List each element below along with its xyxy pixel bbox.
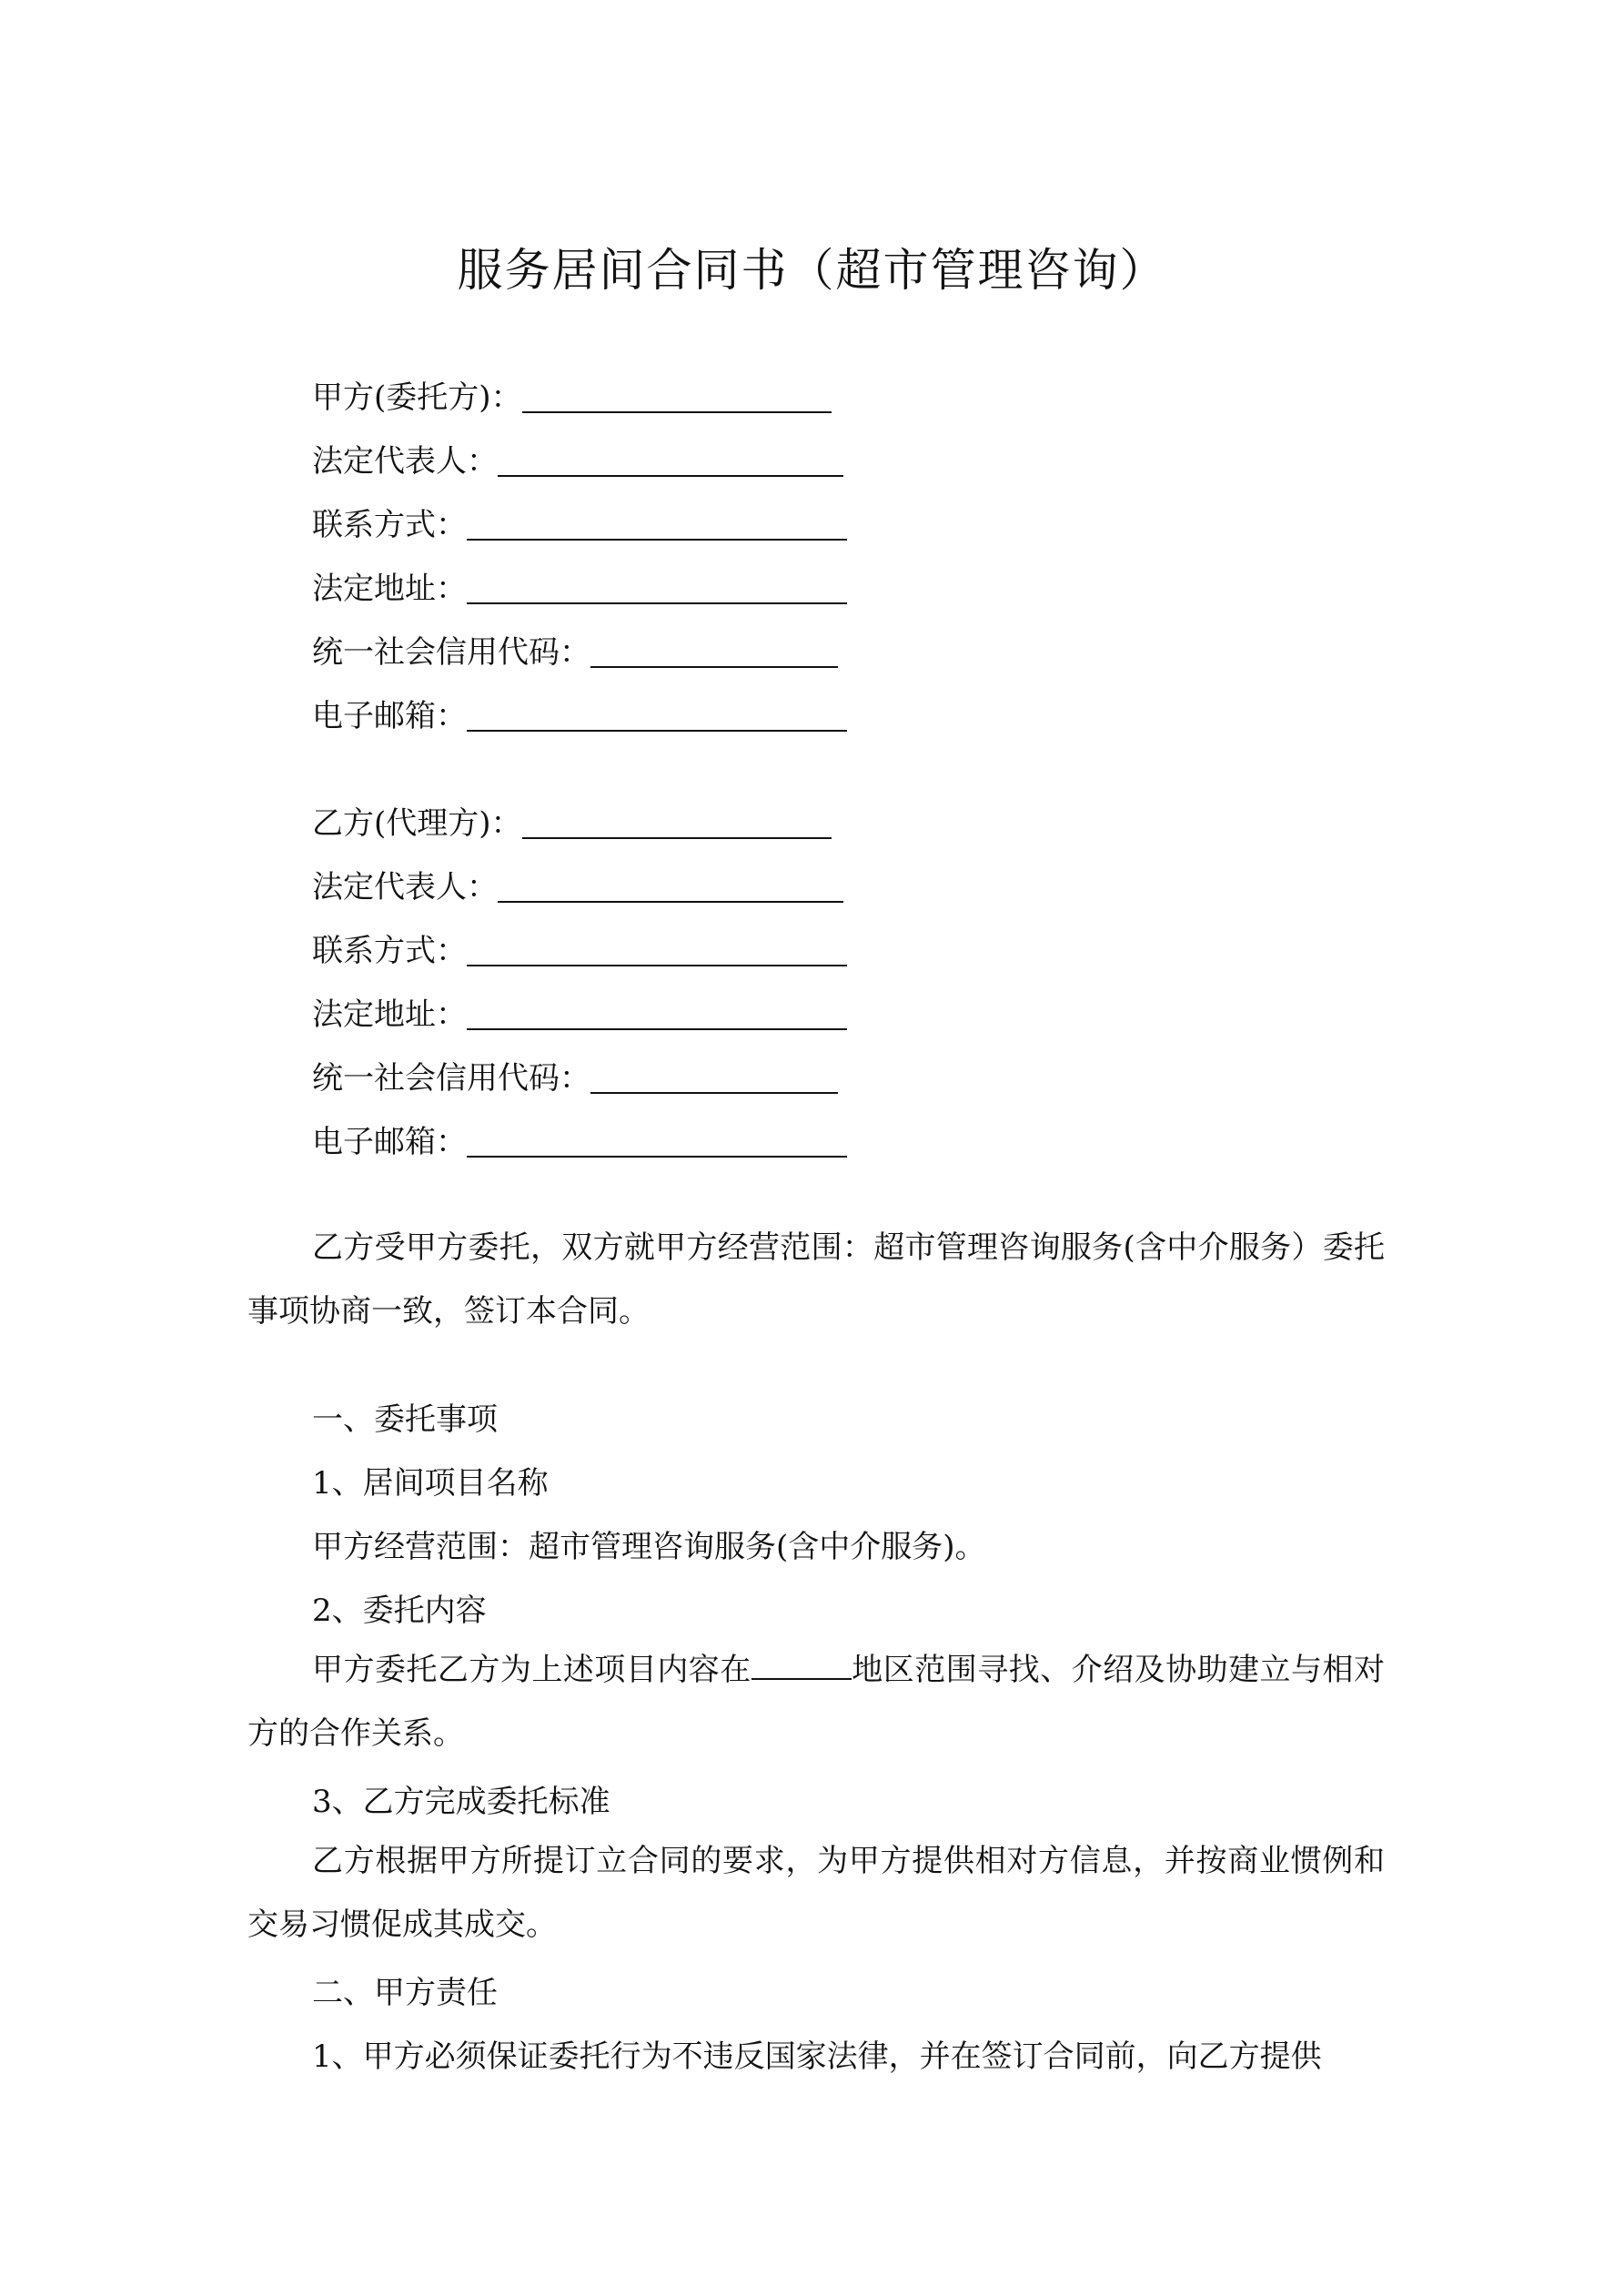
- item1-heading: 1、居间项目名称: [312, 1465, 549, 1502]
- intro-paragraph: 乙方受甲方委托，双方就甲方经营范围：超市管理咨询服务(含中介服务）委托事项协商一致，签订本合同。: [247, 1229, 1385, 1330]
- party-b-email-label: 电子邮箱：: [312, 1124, 467, 1160]
- item2-text-after: 地区范围寻找、介绍及协助建立与相对方的合作关系。: [247, 1652, 1386, 1752]
- party-a-rep-label: 法定代表人：: [312, 443, 498, 480]
- item3-paragraph: 乙方根据甲方所提订立合同的要求，为甲方提供相对方信息，并按商业惯例和交易习惯促成其成交。: [247, 1843, 1385, 1943]
- party-b-rep-field[interactable]: [312, 855, 843, 910]
- party-a-name-label: 甲方(委托方)：: [312, 379, 522, 416]
- region-blank[interactable]: [751, 1651, 852, 1680]
- party-b-name-field[interactable]: [312, 792, 832, 846]
- party-a-email-blank[interactable]: [467, 693, 847, 732]
- party-b-credit-code-label: 统一社会信用代码：: [312, 1060, 590, 1097]
- section1-heading: 一、委托事项: [312, 1401, 498, 1438]
- section2-item1: 1、甲方必须保证委托行为不违反国家法律，并在签订合同前，向乙方提供: [312, 2038, 1322, 2075]
- party-a-email-label: 电子邮箱：: [312, 698, 467, 734]
- party-b-name-blank[interactable]: [522, 801, 832, 839]
- party-b-contact-label: 联系方式：: [312, 933, 467, 969]
- party-b-contact-blank[interactable]: [467, 928, 847, 966]
- party-b-credit-code-blank[interactable]: [590, 1056, 838, 1094]
- party-b-address-label: 法定地址：: [312, 996, 467, 1033]
- document-title: 服务居间合同书（超市管理咨询）: [457, 244, 1167, 297]
- item2-text-before: 甲方委托乙方为上述项目内容在: [312, 1652, 751, 1688]
- party-a-credit-code-blank[interactable]: [590, 630, 838, 668]
- party-b-address-field[interactable]: [312, 983, 847, 1037]
- party-b-email-field[interactable]: [312, 1110, 847, 1165]
- party-b-email-blank[interactable]: [467, 1119, 847, 1158]
- party-b-address-blank[interactable]: [467, 992, 847, 1030]
- item2-paragraph: [247, 1638, 1385, 1765]
- party-b-rep-label: 法定代表人：: [312, 869, 498, 905]
- party-a-name-field[interactable]: [312, 366, 832, 420]
- party-b-rep-blank[interactable]: [498, 865, 843, 903]
- party-a-credit-code-field[interactable]: [312, 621, 838, 675]
- party-a-contact-blank[interactable]: [467, 502, 847, 541]
- party-a-contact-field[interactable]: [312, 493, 847, 548]
- party-a-email-field[interactable]: [312, 684, 847, 739]
- party-b-credit-code-field[interactable]: [312, 1047, 838, 1101]
- party-a-address-label: 法定地址：: [312, 571, 467, 607]
- section2-heading: 二、甲方责任: [312, 1975, 498, 2011]
- party-a-rep-field[interactable]: [312, 430, 843, 484]
- party-a-name-blank[interactable]: [522, 375, 832, 413]
- party-a-rep-blank[interactable]: [498, 439, 843, 477]
- item3-heading: 3、乙方完成委托标准: [312, 1784, 610, 1820]
- item2-heading: 2、委托内容: [312, 1593, 487, 1629]
- party-a-contact-label: 联系方式：: [312, 507, 467, 543]
- party-a-address-field[interactable]: [312, 557, 847, 612]
- party-b-name-label: 乙方(代理方)：: [312, 805, 522, 842]
- party-b-contact-field[interactable]: [312, 919, 847, 974]
- party-a-credit-code-label: 统一社会信用代码：: [312, 634, 590, 671]
- party-a-address-blank[interactable]: [467, 566, 847, 604]
- item1-text: 甲方经营范围：超市管理咨询服务(含中介服务)。: [312, 1529, 986, 1565]
